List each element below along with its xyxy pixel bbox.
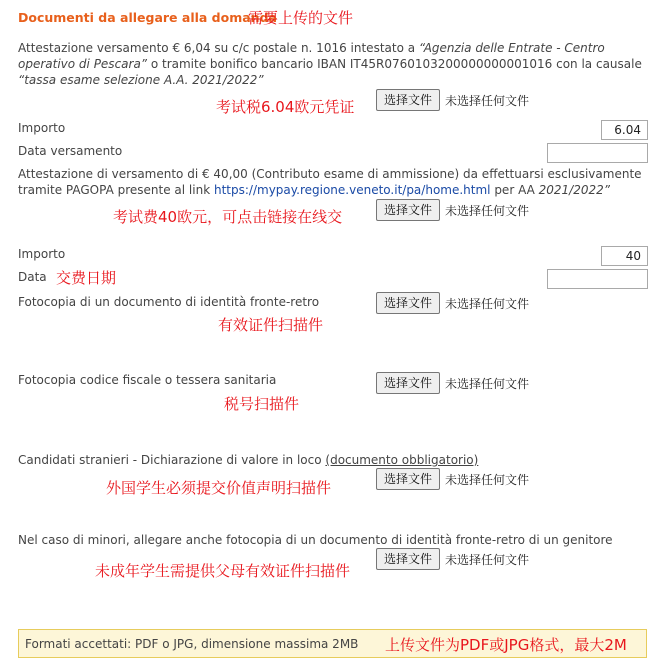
block2-note: 考试费40欧元，可点击链接在线交 [113,208,343,226]
block2-data-label: Data [18,270,47,284]
block2-file-input[interactable] [376,199,529,221]
file-status: 未选择任何文件 [445,552,530,567]
section-title-note: 需要上传的文件 [248,9,354,27]
accepted-formats-note: 上传文件为PDF或JPG格式，最大2M [385,636,627,654]
block3-note: 有效证件扫描件 [218,316,324,334]
block3-label: Fotocopia di un documento di identità fronte-retro [18,295,320,309]
file-status: 未选择任何文件 [445,296,530,311]
block1-note: 考试税6.04欧元凭证 [216,98,355,116]
block6-note: 未成年学生需提供父母有效证件扫描件 [95,562,351,580]
block2-description: Attestazione di versamento di € 40,00 (Contributo esame di ammissione) da effettuarsi esclusivamente tramite PAGOPA presente al link https://mypay.regione.veneto.it/pa/home.html per AA 2021/2022” [18,167,642,197]
accepted-formats-text: Formati accettati: PDF o JPG, dimensione massima 2MB [25,637,359,651]
block1-file-input[interactable] [376,89,529,111]
block6-file-input[interactable] [376,548,529,570]
file-status: 未选择任何文件 [445,472,530,487]
accepted-formats-box [18,629,647,658]
obbligatorio-link[interactable]: (documento obbligatorio) [325,453,479,467]
block1-importo-input[interactable]: 6.04 [601,120,648,140]
choose-file-button[interactable]: 选择文件 [376,372,440,394]
section-title: Documenti da allegare alla domanda [18,10,277,25]
block4-label: Fotocopia codice fiscale o tessera sanitaria [18,373,277,387]
pagopa-link[interactable]: https://mypay.regione.veneto.it/pa/home.html [213,183,491,197]
choose-file-button[interactable]: 选择文件 [376,89,440,111]
block4-note: 税号扫描件 [224,395,300,413]
block1-data-label: Data versamento [18,144,123,158]
choose-file-button[interactable]: 选择文件 [376,468,440,490]
file-status: 未选择任何文件 [445,203,530,218]
block2-importo-label: Importo [18,247,66,261]
block2-data-input[interactable] [547,269,648,289]
block2-importo-input[interactable]: 40 [601,246,648,266]
file-status: 未选择任何文件 [445,93,530,108]
choose-file-button[interactable]: 选择文件 [376,548,440,570]
block5-label: Candidati stranieri - Dichiarazione di valore in loco (documento obbligatorio) [18,453,479,467]
block2-data-note: 交费日期 [56,269,117,287]
block6-label: Nel caso di minori, allegare anche fotocopia di un documento di identità fronte-retro di un genitore [18,533,613,547]
block3-file-input[interactable] [376,292,529,314]
block4-file-input[interactable] [376,372,529,394]
file-status: 未选择任何文件 [445,376,530,391]
block1-description: Attestazione versamento € 6,04 su c/c postale n. 1016 intestato a “Agenzia delle Entrate - Centro operativo di Pescara” o tramite bonifico bancario IBAN IT45R0760103200000000001016 con la causale “tassa esame selezione A.A. 2021/2022” [18,41,642,87]
choose-file-button[interactable]: 选择文件 [376,199,440,221]
choose-file-button[interactable]: 选择文件 [376,292,440,314]
block1-data-input[interactable] [547,143,648,163]
block5-note: 外国学生必须提交价值声明扫描件 [106,479,332,497]
block5-file-input[interactable] [376,468,529,490]
block1-importo-label: Importo [18,121,66,135]
